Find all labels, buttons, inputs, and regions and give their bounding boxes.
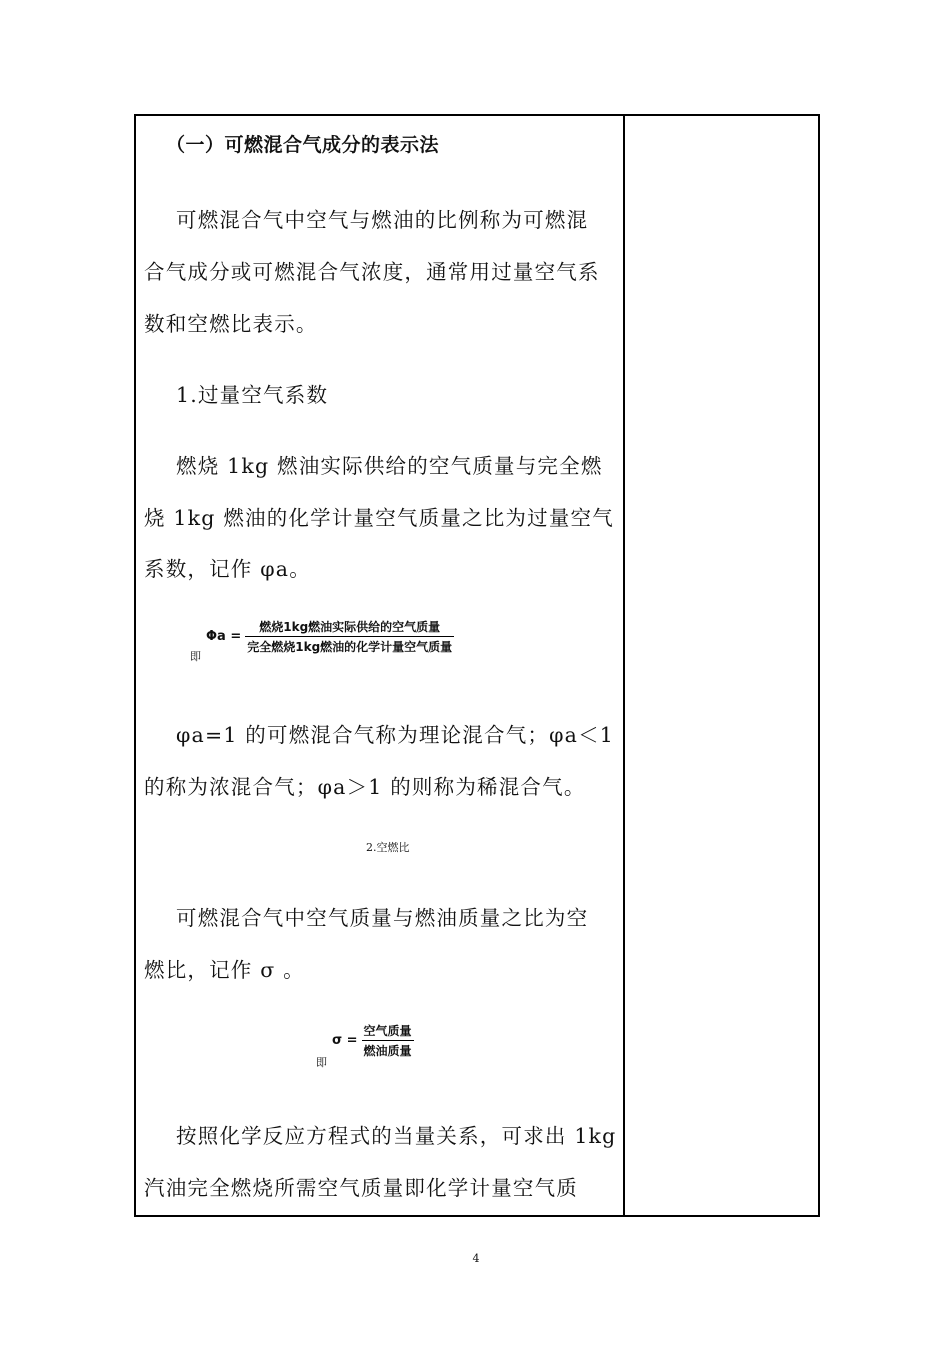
paragraph-line: φa=1 的可燃混合气称为理论混合气；φa＜1 — [176, 723, 615, 747]
formula-prefix: 即 — [316, 1056, 327, 1069]
paragraph-line: 数和空燃比表示。 — [144, 312, 318, 336]
paragraph-line: 可燃混合气中空气与燃油的比例称为可燃混 — [176, 208, 589, 232]
formula-numerator: 空气质量 — [363, 1024, 412, 1038]
section-heading: （一）可燃混合气成分的表示法 — [166, 134, 440, 156]
formula-symbol: Φa = — [206, 629, 242, 644]
formula-excess-air — [190, 618, 454, 663]
page-number: 4 — [472, 1252, 480, 1265]
paragraph-line: 燃比，记作 σ 。 — [144, 958, 305, 982]
paragraph-line: 汽油完全燃烧所需空气质量即化学计量空气质 — [144, 1176, 578, 1200]
paragraph-line: 系数，记作 φa。 — [144, 557, 311, 581]
paragraph-line: 合气成分或可燃混合气浓度，通常用过量空气系 — [144, 260, 600, 284]
formula-prefix: 即 — [190, 650, 201, 663]
document-table — [134, 114, 820, 1217]
formula-air-fuel-ratio — [316, 1022, 414, 1069]
content-cell — [136, 116, 622, 1215]
paragraph-line: 可燃混合气中空气质量与燃油质量之比为空 — [176, 906, 589, 930]
paragraph-line: 按照化学反应方程式的当量关系，可求出 1kg — [176, 1124, 617, 1148]
paragraph-line: 燃烧 1kg 燃油实际供给的空气质量与完全燃 — [176, 454, 603, 478]
formula-denominator: 完全燃烧1kg燃油的化学计量空气质量 — [245, 636, 454, 655]
paragraph-line: 的称为浓混合气；φa＞1 的则称为稀混合气。 — [144, 775, 586, 799]
formula-fraction — [362, 1022, 414, 1059]
formula-numerator: 燃烧1kg燃油实际供给的空气质量 — [259, 620, 441, 634]
formula-symbol: σ = — [332, 1033, 358, 1048]
subheading-air-fuel-ratio: 2.空燃比 — [366, 841, 410, 854]
subheading-excess-air: 1.过量空气系数 — [176, 383, 329, 407]
paragraph-line: 烧 1kg 燃油的化学计量空气质量之比为过量空气 — [144, 506, 614, 530]
formula-denominator: 燃油质量 — [362, 1040, 414, 1059]
column-divider — [623, 116, 625, 1215]
formula-fraction — [245, 618, 454, 655]
